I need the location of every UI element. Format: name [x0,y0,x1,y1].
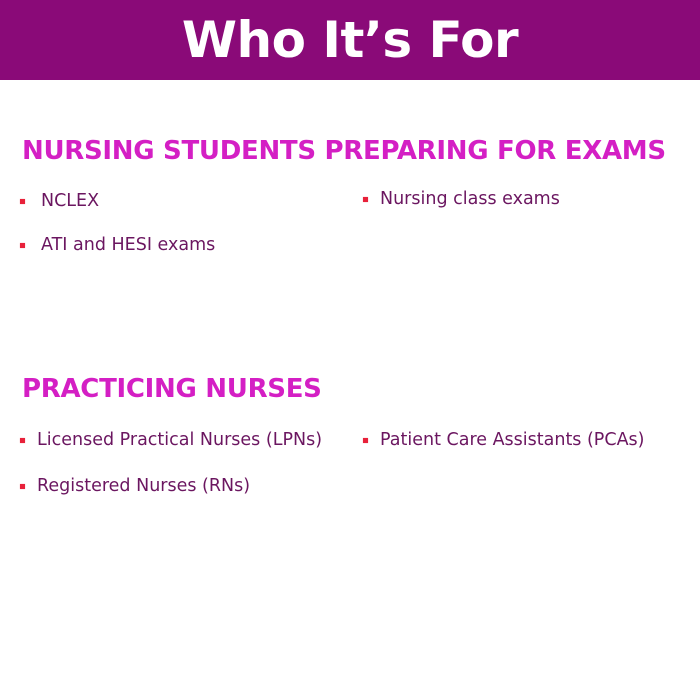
list-item-pcas [363,432,645,450]
list-item-class-exams [363,191,560,209]
bullet-icon [20,484,25,489]
list-item-rns [20,478,250,496]
list-item-label: Patient Care Assistants (PCAs) [380,430,645,450]
section-title-practicing-nurses: PRACTICING NURSES [22,374,322,404]
bullet-icon [363,438,368,443]
list-item-label: ATI and HESI exams [41,235,216,255]
header-banner [0,0,700,80]
list-item-label: Nursing class exams [380,189,560,209]
list-item-label: NCLEX [41,191,100,211]
bullet-icon [20,243,25,248]
list-item-ati-hesi [20,237,215,255]
list-item-nclex [20,193,99,211]
page-title: Who It’s For [181,11,519,69]
list-item-label: Registered Nurses (RNs) [37,476,251,496]
bullet-icon [20,199,25,204]
bullet-icon [363,197,368,202]
section-title-nursing-students: NURSING STUDENTS PREPARING FOR EXAMS [22,136,666,166]
list-item-lpns [20,432,322,450]
bullet-icon [20,438,25,443]
list-item-label: Licensed Practical Nurses (LPNs) [37,430,323,450]
